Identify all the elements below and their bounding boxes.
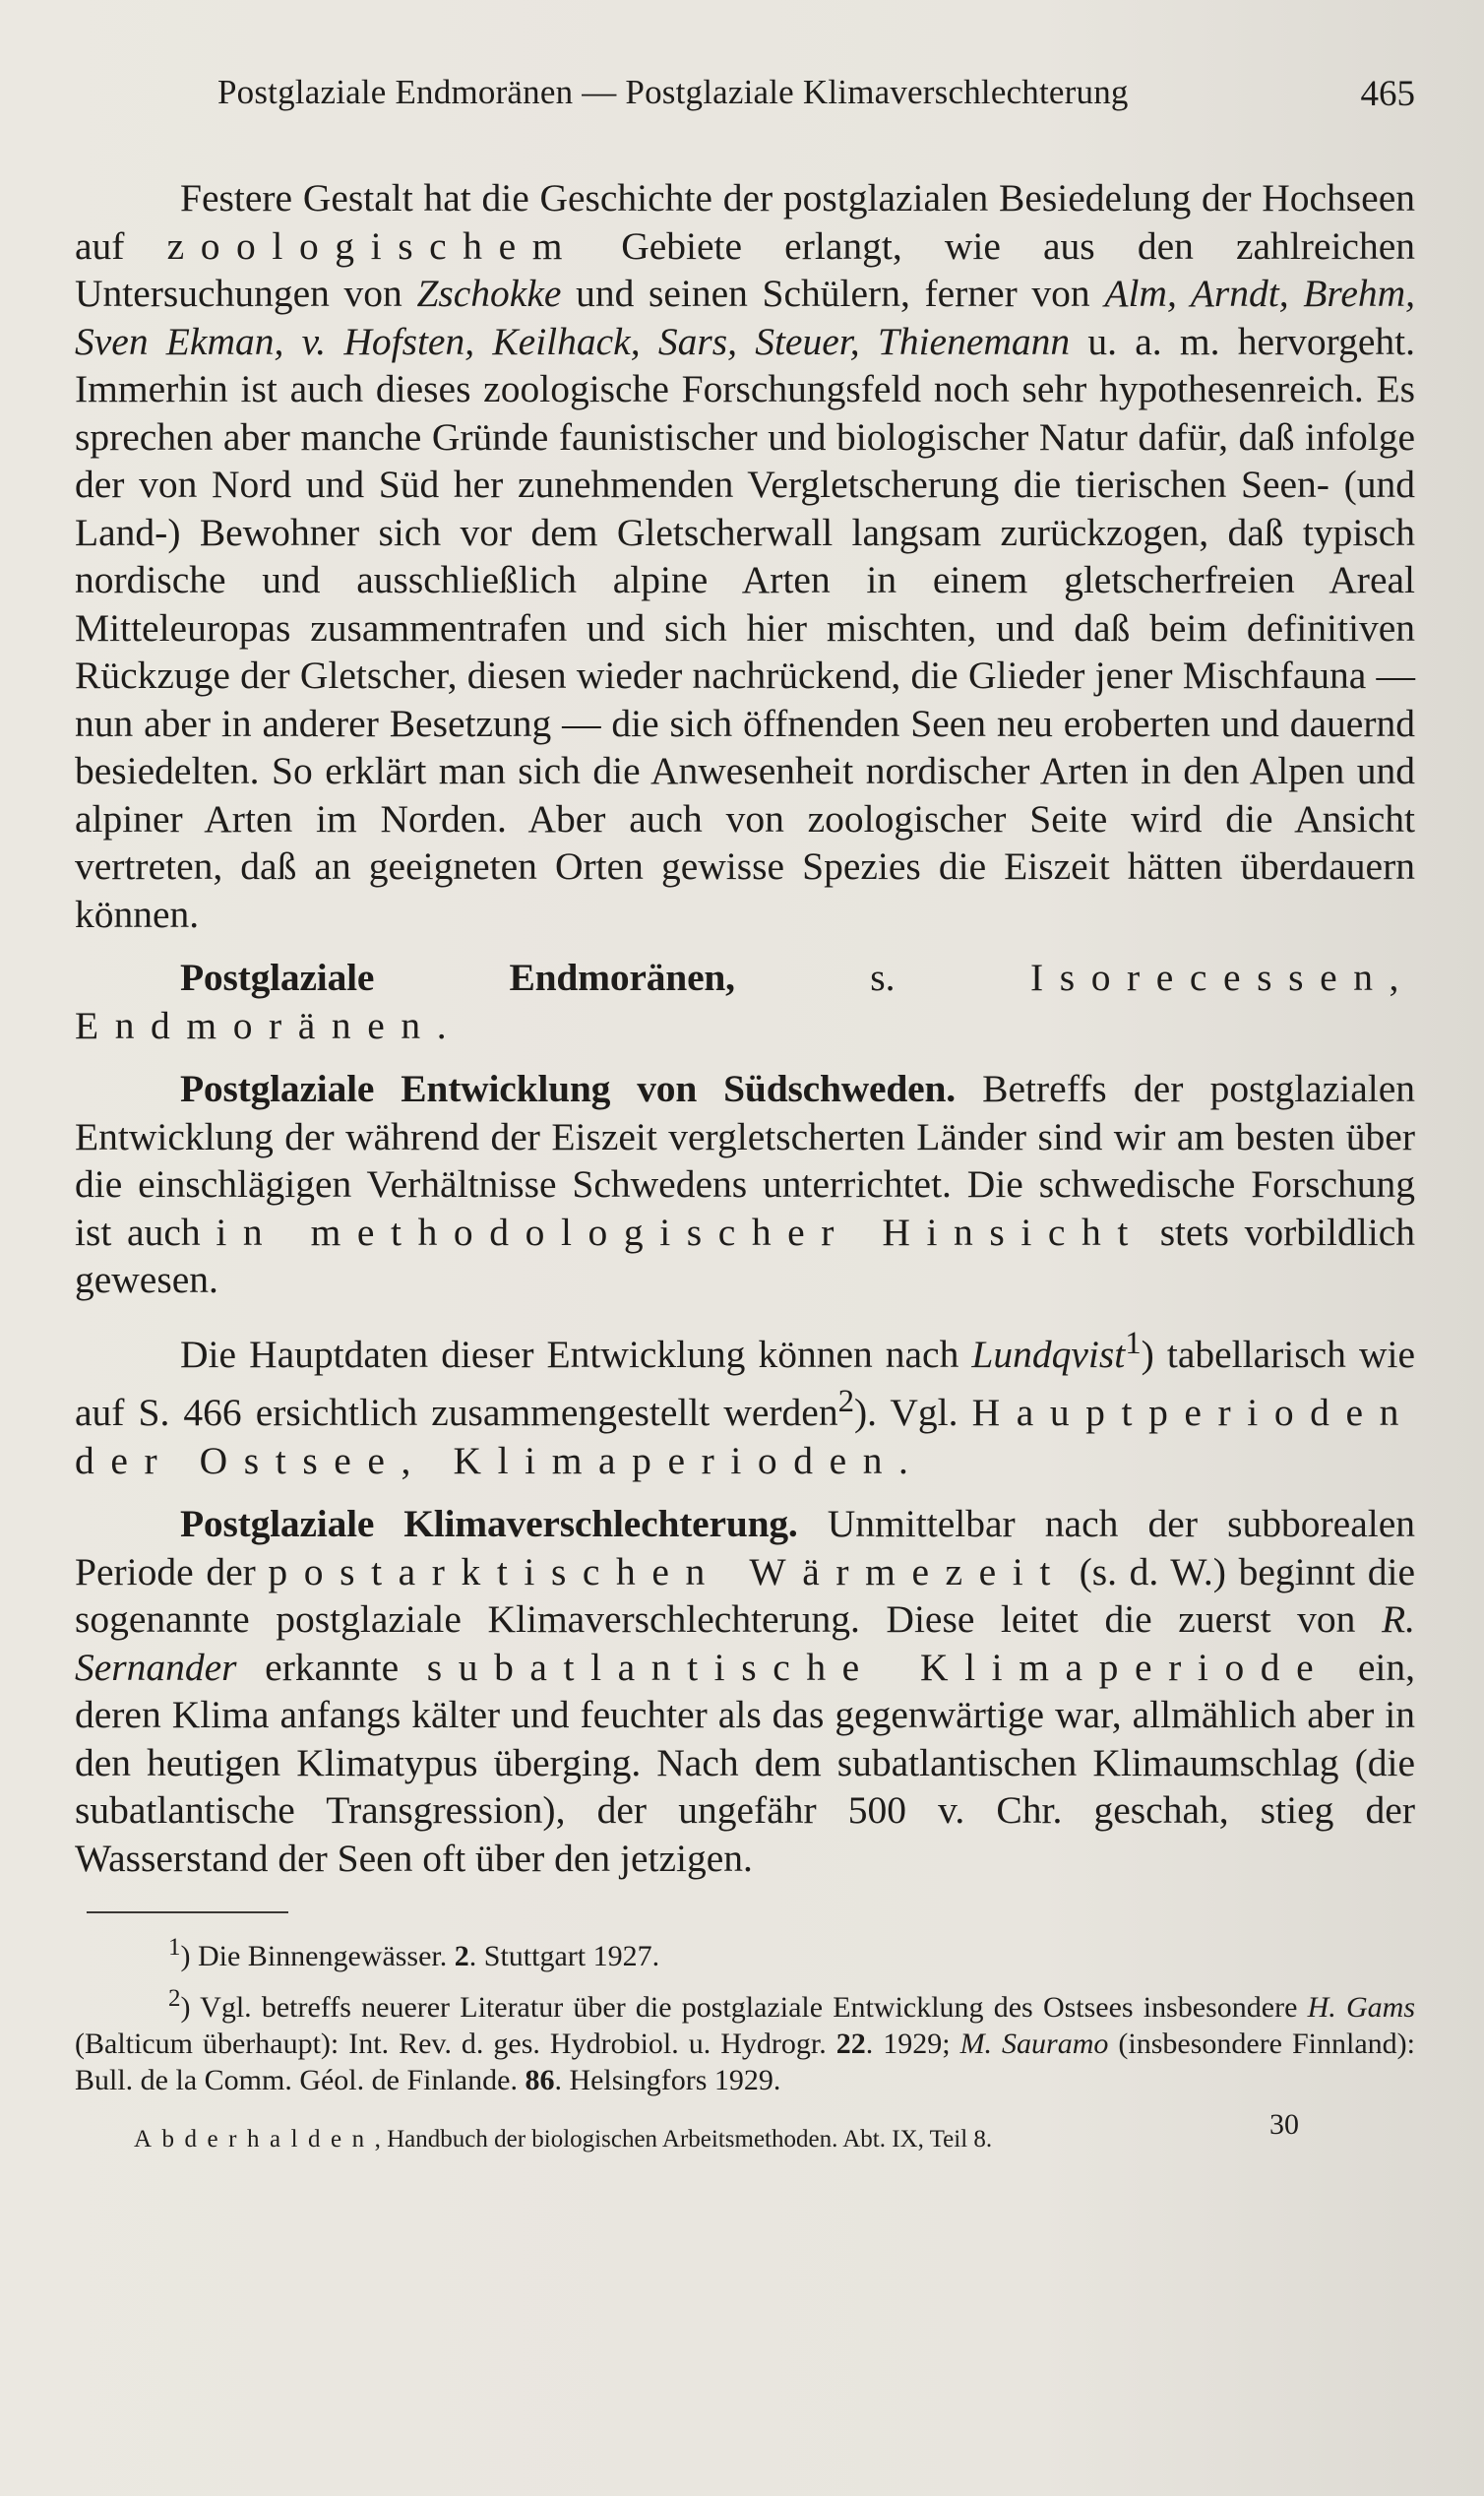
text-run: u. a. m. hervorgeht. Immerhin ist auch dieses zoologische Forschungsfeld noch sehr hypothesenreich. Es sprechen aber manche Gründe faunistischer und biologischer Natur dafür, daß infolge der von Nord und Süd her zunehmenden Vergletscherung die tierischen Seen- (und Land-) Bewohner sich vor dem Gletscherwall langsam zurückzogen, daß typisch nordische und ausschließlich alpine Arten in einem gletscherfreien Areal Mitteleuropas zusammentrafen und sich hier mischten, und daß beim definitiven Rückzuge der Gletscher, diesen wieder nachrückend, die Glieder jener Mischfauna — nun aber in anderer Besetzung — die sich öffnenden Seen neu eroberten und dauernd besiedelten. So erklärt man sich die Anwesenheit nordischer Arten in den Alpen und alpiner Arten im Norden. Aber auch von zoologischer Seite wird die Ansicht vertreten, daß an geeigneten Orten gewisse Spezies die Eiszeit hätten überdauern können. (75, 319, 1416, 936)
text-run: . (898, 1438, 908, 1482)
volume-number: 2 (454, 1940, 469, 1973)
entry-postglaziale-endmoraenen (75, 954, 1415, 1049)
signature-author: Abderhalden (134, 2126, 375, 2153)
volume-number: 86 (525, 2064, 555, 2097)
text-run: . (436, 1003, 447, 1047)
author-name: H. Gams (1307, 1991, 1415, 2025)
entry-heading: Postglaziale Endmoränen, (180, 956, 735, 999)
paragraph-besiedelung (75, 174, 1415, 938)
volume-number: 22 (835, 2028, 866, 2061)
text-run: Betreffs der postglazialen Entwicklung der während der Eiszeit vergletscherten Länder sind wir am besten über die einschlägigen Verhältnisse Schwedens unterrichtet. Die schwedische Forschung ist auch (75, 1067, 1415, 1254)
signature-title: , Handbuch der biologischen Arbeitsmethoden. Abt. IX, Teil 8. (374, 2126, 993, 2153)
page-number: 465 (1360, 74, 1415, 114)
text-run: (s. d. W.) beginnt die sogenannte postglaziale Klimaverschlechterung. Diese leitet die zuerst von (75, 1549, 1415, 1642)
text-run: Die Hauptdaten dieser Entwicklung können nach (180, 1332, 972, 1376)
author-name: R. Sernander (75, 1597, 1415, 1689)
text-run: ) Die Binnengewässer. (180, 1940, 455, 1973)
text-run: und seinen Schülern, ferner von (561, 272, 1105, 315)
body-text (75, 174, 1415, 1882)
cross-reference: Hauptperioden der Ostsee, Klimaperioden (75, 1391, 1415, 1482)
footnote-number: 2 (168, 1985, 181, 2013)
author-names: Alm, Arndt, Brehm, Sven Ekman, v. Hofsten, Keilhack, Sars, Steuer, Thienemann (75, 272, 1415, 363)
footnote-marker: 2 (837, 1384, 855, 1420)
running-head (75, 61, 1415, 120)
footnote-1 (75, 1929, 1415, 1974)
text-run: . Stuttgart 1927. (468, 1940, 660, 1973)
entry-heading: Postglaziale Klimaverschlechterung. (180, 1502, 798, 1546)
footnote-marker: 1 (1125, 1325, 1142, 1361)
spaced-term: subatlantische Klimaperiode (426, 1645, 1330, 1689)
text-run: stets vorbildlich gewesen. (75, 1210, 1415, 1301)
cross-reference: Isorecessen, Endmoränen (75, 956, 1416, 1047)
spaced-term: zoologischem (166, 223, 580, 268)
footnote-number: 1 (168, 1934, 181, 1962)
spaced-term: postarktischen Wärmezeit (268, 1549, 1067, 1593)
text-run: erkannte (236, 1645, 427, 1689)
text-run: ) tabellarisch wie auf S. 466 ersichtlich zusammengestellt werden (75, 1332, 1415, 1435)
paragraph-hauptdaten (75, 1320, 1415, 1485)
text-run: s. (734, 956, 1030, 999)
running-title: Postglaziale Endmoränen — Postglaziale Klimaverschlechterung (217, 73, 1129, 111)
text-run: Festere Gestalt hat die Geschichte der postglazialen Besiedelung der Hochseen auf (75, 176, 1415, 268)
signature-line (75, 2108, 1415, 2167)
author-name: Zschokke (416, 272, 562, 315)
text-run: ein, deren Klima anfangs kälter und feuchter als das gegenwärtige war, allmählich aber in den heutigen Klimatypus überging. Nach dem subatlantischen Klimaumschlag (die subatlantische Transgression), der ungefähr 500 v. Chr. geschah, stieg der Wasserstand der Seen oft über den jetzigen. (75, 1645, 1415, 1880)
text-run: ). Vgl. (854, 1391, 972, 1435)
entry-heading: Postglaziale Entwicklung von Südschweden. (180, 1067, 956, 1110)
text-run: . 1929; (865, 2028, 960, 2061)
text-run: ) Vgl. betreffs neuerer Literatur über die postglaziale Entwicklung des Ostsees insbesondere (180, 1991, 1308, 2025)
signature-text (134, 2126, 992, 2153)
author-name: Lundqvist (971, 1332, 1126, 1376)
spaced-term: in methodologischer Hinsicht (216, 1210, 1144, 1254)
footnote-rule (87, 1911, 288, 1913)
entry-postglaziale-entwicklung (75, 1065, 1415, 1304)
sheet-number: 30 (1269, 2108, 1299, 2142)
entry-postglaziale-klimaverschlechterung (75, 1500, 1415, 1882)
text-run: (Balticum überhaupt): Int. Rev. d. ges. Hydrobiol. u. Hydrogr. (75, 2028, 836, 2061)
footnotes (75, 1929, 1415, 2098)
text-run: Unmittelbar nach der subborealen Periode der (75, 1502, 1415, 1593)
text-run: . Helsingfors 1929. (554, 2064, 781, 2097)
footnote-2 (75, 1980, 1415, 2098)
text-run: Gebiete erlangt, wie aus den zahlreichen Untersuchungen von (75, 223, 1415, 315)
author-name: M. Sauramo (959, 2028, 1109, 2061)
text-run: (insbesondere Finnland): Bull. de la Comm. Géol. de Finlande. (75, 2028, 1415, 2097)
